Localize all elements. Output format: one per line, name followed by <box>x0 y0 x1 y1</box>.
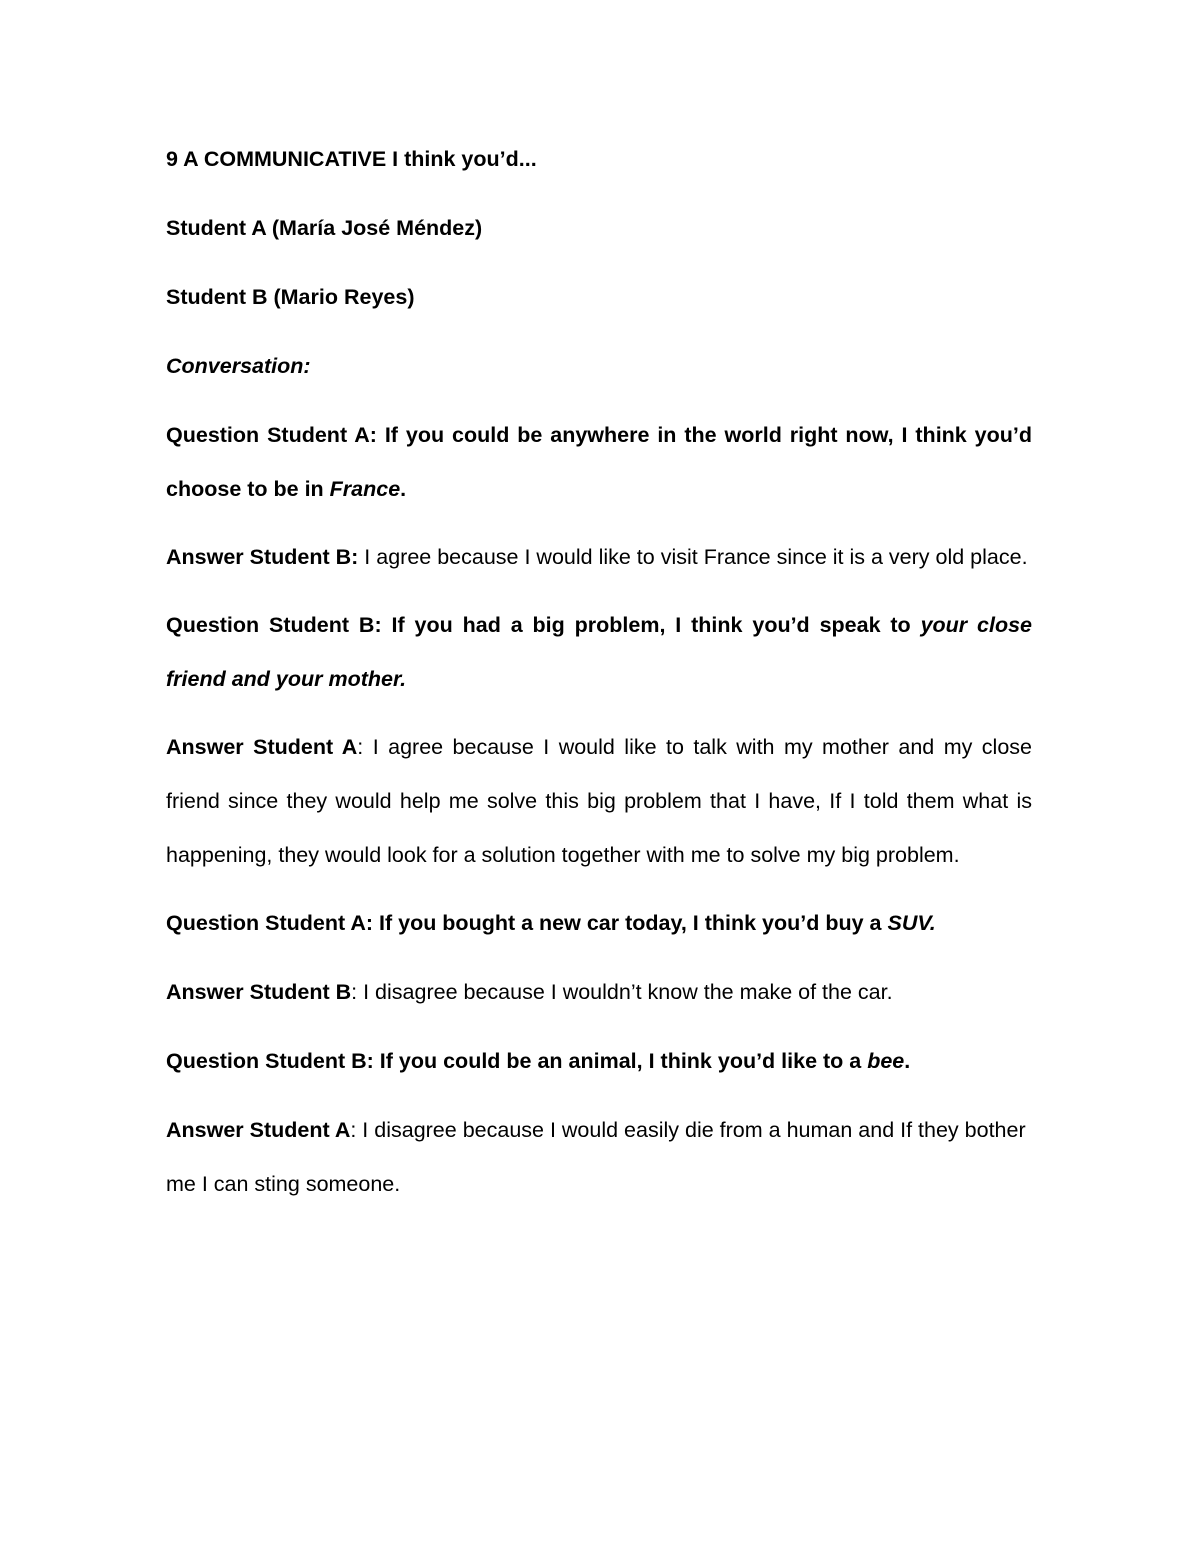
question-label: Question Student B: <box>166 1049 380 1073</box>
question-4 <box>166 1034 1032 1088</box>
document-body <box>166 132 1032 1225</box>
question-3 <box>166 896 1032 950</box>
question-label: Question Student B: <box>166 613 392 637</box>
question-emphasis: bee <box>867 1049 905 1073</box>
conversation-label: Conversation: <box>166 354 311 378</box>
student-b-name: Student B (Mario Reyes) <box>166 285 415 309</box>
question-end: . <box>904 1049 911 1073</box>
answer-text: I agree because I would like to visit France since it is a very old place. <box>358 545 1028 569</box>
question-label: Question Student A: <box>166 911 379 935</box>
answer-2 <box>166 720 1032 882</box>
answer-text: : I disagree because I would easily die from a human and If they bother me I can sting someone. <box>166 1118 1026 1196</box>
answer-text: : I agree because I would like to talk with my mother and my close friend since they would help me solve this big problem that I have, If I told them what is happening, they would look for a solution together with me to solve my big problem. <box>166 735 1032 867</box>
question-emphasis: France <box>329 477 401 501</box>
question-text: If you had a big problem, I think you’d speak to <box>391 613 921 637</box>
answer-1 <box>166 530 1032 584</box>
question-2 <box>166 598 1032 706</box>
answer-label: Answer Student B <box>166 980 352 1004</box>
question-end: . <box>400 477 407 501</box>
question-emphasis: your close friend and your mother. <box>166 613 1033 691</box>
student-a-name: Student A (María José Méndez) <box>166 216 483 240</box>
answer-label: Answer Student A <box>166 1118 351 1142</box>
answer-label: Answer Student B: <box>166 545 359 569</box>
question-emphasis: SUV. <box>887 911 936 935</box>
question-label: Question Student A: <box>166 423 385 447</box>
answer-4 <box>166 1103 1032 1211</box>
question-text: If you bought a new car today, I think you’d buy a <box>379 911 888 935</box>
question-text: If you could be an animal, I think you’d like to a <box>379 1049 868 1073</box>
answer-3 <box>166 965 1032 1019</box>
document-title: 9 A COMMUNICATIVE I think you’d... <box>166 147 537 171</box>
question-text: If you could be anywhere in the world right now, I think you’d choose to be in <box>166 423 1032 501</box>
question-1 <box>166 408 1032 516</box>
answer-label: Answer Student A <box>166 735 358 759</box>
answer-text: : I disagree because I wouldn’t know the make of the car. <box>351 980 893 1004</box>
